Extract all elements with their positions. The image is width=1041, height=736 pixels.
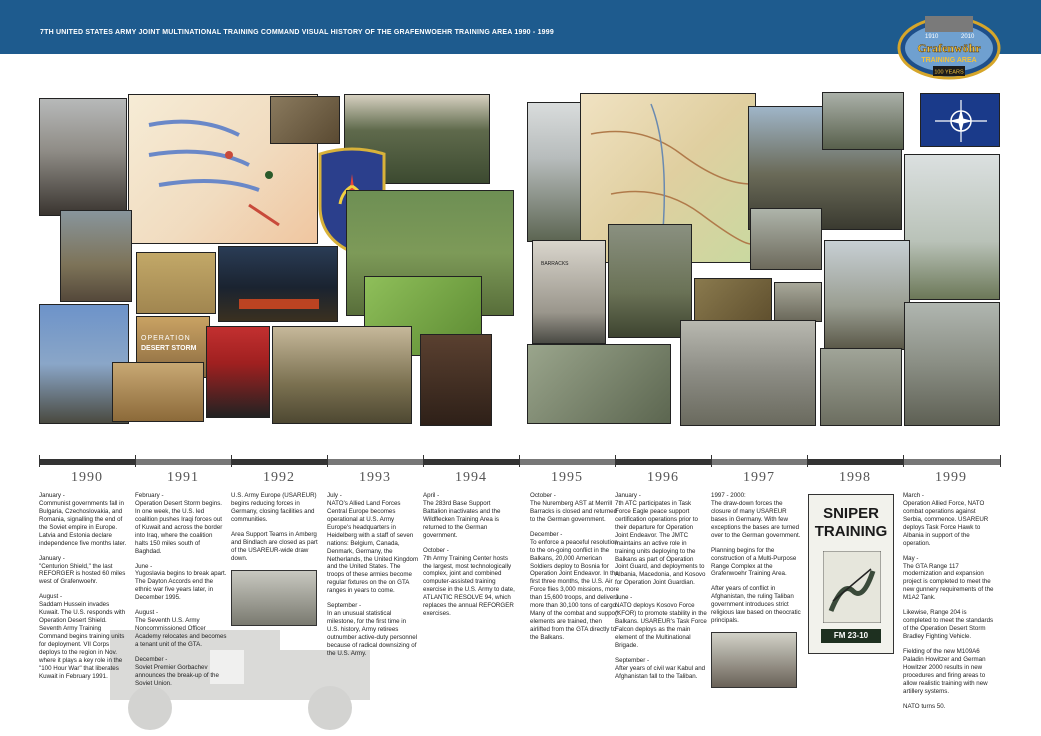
small-camp-photo <box>270 96 340 144</box>
column-1999 <box>903 492 995 718</box>
event-text: U.S. Army Europe (USAREUR) begins reducing forces in Germany, closing facilities and communities. <box>231 492 317 523</box>
tank-desert-photo <box>112 362 204 422</box>
sniper-title-line-2: TRAINING <box>814 523 888 540</box>
event-text: Likewise, Range 204 is completed to meet the standards of the Operation Desert Storm Bradley Fighting Vehicle. <box>903 609 994 640</box>
column-1996 <box>615 492 707 688</box>
year-label-1993: 1993 <box>359 470 391 485</box>
soldier-rifle-photo <box>822 92 904 150</box>
event-text: May - The GTA Range 117 modernization and expansion project is completed to meet the new gunnery requirements of the M1A2 Tank. <box>903 554 994 602</box>
event-text: 1997 - 2000: The draw-down forces the closure of many USAREUR bases in Germany. With few exceptions the bases are turned over to the German government. <box>711 492 801 539</box>
year-label-1999: 1999 <box>935 470 967 485</box>
nato-star-icon <box>921 94 1000 147</box>
timeline-bar <box>39 455 1001 467</box>
event-text: August - The Seventh U.S. Army Noncommissioned Officer Academy relocates and becomes a tenant unit of the GTA. <box>135 609 227 648</box>
desert-storm-label-2: DESERT STORM <box>141 345 197 352</box>
sniper-training-manual <box>808 494 894 654</box>
event-text: January - "Centurion Shield," the last REFORGER is hosted 60 miles west of Grafenwoehr. <box>39 554 126 586</box>
airfield-hangar-photo <box>680 320 816 426</box>
event-text: February - Operation Desert Storm begins. In one week, the U.S. led coalition pushes Iraqi forces out of Kuwait and across the border into Iraq, where the coalition halts 150 miles south of Baghdad. <box>135 492 223 555</box>
column-1992 <box>231 492 323 626</box>
apache-helicopter-photo <box>136 252 216 314</box>
oil-fires-photo <box>218 246 338 322</box>
event-text: Fielding of the new M109A6 Paladin Howitzer and German Howitzer 2000 results in new procedures and firing areas to allow realistic training with new artillery systems. <box>903 647 988 695</box>
header-banner <box>0 0 1041 54</box>
apache-flight-photo <box>904 154 1000 300</box>
barracks-gate-photo <box>532 240 606 344</box>
event-text: September - After years of civil war Kabul and Afghanistan fall to the Taliban. <box>615 656 706 680</box>
event-text: Planning begins for the construction of a Multi-Purpose Range Complex at the Grafenwoehr Training Area. <box>711 546 797 578</box>
column-1995 <box>530 492 622 649</box>
aerial-barracks-photo <box>527 344 671 424</box>
year-label-1996: 1996 <box>647 470 679 485</box>
armored-vehicle-photo <box>272 326 412 424</box>
year-label-1992: 1992 <box>263 470 295 485</box>
event-text: January - 7th ATC participates in Task Force Eagle peace support certification operations prior to their departure for Operation Joint Endeavor. The JMTC maintains an active role in training units deploying to the Balkans as part of Operation Joint Guard, and deployments to Albania, Macedonia, and Kosovo for Operation Joint Guardian. <box>615 492 706 587</box>
year-label-1990: 1990 <box>71 470 103 485</box>
year-label-1994: 1994 <box>455 470 487 485</box>
event-text: Area Support Teams in Amberg and Bindlach are closed as part of the USAREUR-wide draw down. <box>231 530 318 562</box>
sniper-soldier-illustration <box>823 551 881 623</box>
soldiers-crowd-photo <box>39 98 127 216</box>
event-text: June - NATO deploys Kosovo Force (KFOR) to promote stability in the Balkans. USAREUR's Task Force Falcon deploys as the main element of the Multinational Brigade. <box>615 594 707 649</box>
logo-badge: 100 YEARS <box>934 69 964 76</box>
column-1997 <box>711 492 803 688</box>
event-text: December - To enforce a peaceful resolution to the on-going conflict in the Balkans, 20,000 American Soldiers deploy to Bosnia for Operation Joint Endeavor. In the first three months, the U.S. Air Force flies 3,000 missions, more than 15,600 troops, and delivers more than 30,100 tons of cargo. Many of the combat and support elements are trained, then airlifted from the GTA directly to the Balkans. <box>530 530 620 641</box>
year-label-1997: 1997 <box>743 470 775 485</box>
sniper-title-line-1: SNIPER <box>823 505 879 522</box>
event-text: April - The 283rd Base Support Battalion inactivates and the Wildflecken Training Area is returned to the German government. <box>423 492 501 539</box>
event-text: After years of conflict in Afghanistan, the ruling Taliban government introduces strict religious law based on theocratic principals. <box>711 585 801 625</box>
event-text: June - Yugoslavia begins to break apart. The Dayton Accords end the ethnic war five years later, in December 1995. <box>135 562 227 602</box>
year-label-1995: 1995 <box>551 470 583 485</box>
gorbachev-photo <box>206 326 270 418</box>
barracks-sign: BARRACKS <box>541 261 569 267</box>
desert-storm-label-1: OPERATION <box>141 335 191 342</box>
column-1991 <box>135 492 227 695</box>
event-text: NATO turns 50. <box>903 702 946 710</box>
event-text: September - In an unusual statistical milestone, for the first time in U.S. history, Army retirees outnumber active-duty personnel because of radical downsizing of the U.S. Army. <box>327 602 418 657</box>
event-text: August - Saddam Hussein invades Kuwait. The U.S. responds with Operation Desert Shield. Seventh Army Training Command begins training units for deployment. VII Corps deploys to the region in Nov. where it plays a key role in the "100 Hour War" that liberates Kuwait in February 1991. <box>39 593 126 680</box>
face-portrait-photo <box>420 334 492 426</box>
logo-name: Grafenwöhr <box>917 41 981 55</box>
event-text: March - Operation Allied Force, NATO combat operations against Serbia, commence. USAREUR deploys Task Force Hawk to Albania in support of the operation. <box>903 492 989 547</box>
event-text: January - Communist governments fall in Bulgaria, Czechoslovakia, and Romania, signalling the end of the Soviet empire in Europe. Latvia and Estonia declare independence five months later. <box>39 492 127 547</box>
aircraft-highway-photo <box>904 302 1000 426</box>
column-1994 <box>423 492 515 625</box>
nato-flag <box>920 93 1000 147</box>
event-text: October - 7th Army Training Center hosts the largest, most technologically complex, joint and combined computer-assisted training exercise in the U.S. Army to date, ATLANTIC RESOLVE 94, which replaces the annual REFORGER exercises. <box>423 546 515 618</box>
taliban-figure-photo <box>711 632 797 688</box>
mosque-patrol-photo <box>824 240 910 350</box>
street-patrol-photo <box>750 208 822 270</box>
event-text: December - Soviet Premier Gorbachev announces the break-up of the Soviet Union. <box>135 655 219 687</box>
page-title: 7TH UNITED STATES ARMY JOINT MULTINATIONAL TRAINING COMMAND VISUAL HISTORY OF THE GRAFENWOEHR TRAINING AREA 1990 - 1999 <box>40 29 554 36</box>
column-1990 <box>39 492 131 688</box>
truck-street-photo <box>774 282 822 322</box>
facility-aerial-photo <box>231 570 317 626</box>
event-text: July - NATO's Allied Land Forces Central Europe becomes operational at U.S. Army Europe's headquarters in Heidelberg with a staff of seven nations: Belgium, Canada, Denmark, Germany, the Netherlands, the United Kingdom and the United States. The troops of these armies become regular fixtures on the on GTA ranges in years to come. <box>327 492 419 595</box>
soldier-portrait-photo <box>60 210 132 302</box>
logo-subtitle: TRAINING AREA <box>921 57 977 64</box>
autobahn-tanks-photo <box>820 348 902 426</box>
grafenwoehr-100-years-logo <box>895 10 1003 82</box>
field-manual-number: FM 23-10 <box>821 629 881 643</box>
year-label-1998: 1998 <box>839 470 871 485</box>
event-text: October - The Nuremberg AST at Merrill Barracks is closed and returned to the German government. <box>530 492 618 523</box>
fire-glow <box>239 299 319 309</box>
logo-year-left: 1910 <box>925 34 939 40</box>
logo-year-right: 2010 <box>961 34 975 40</box>
column-1993 <box>327 492 419 665</box>
year-label-1991: 1991 <box>167 470 199 485</box>
